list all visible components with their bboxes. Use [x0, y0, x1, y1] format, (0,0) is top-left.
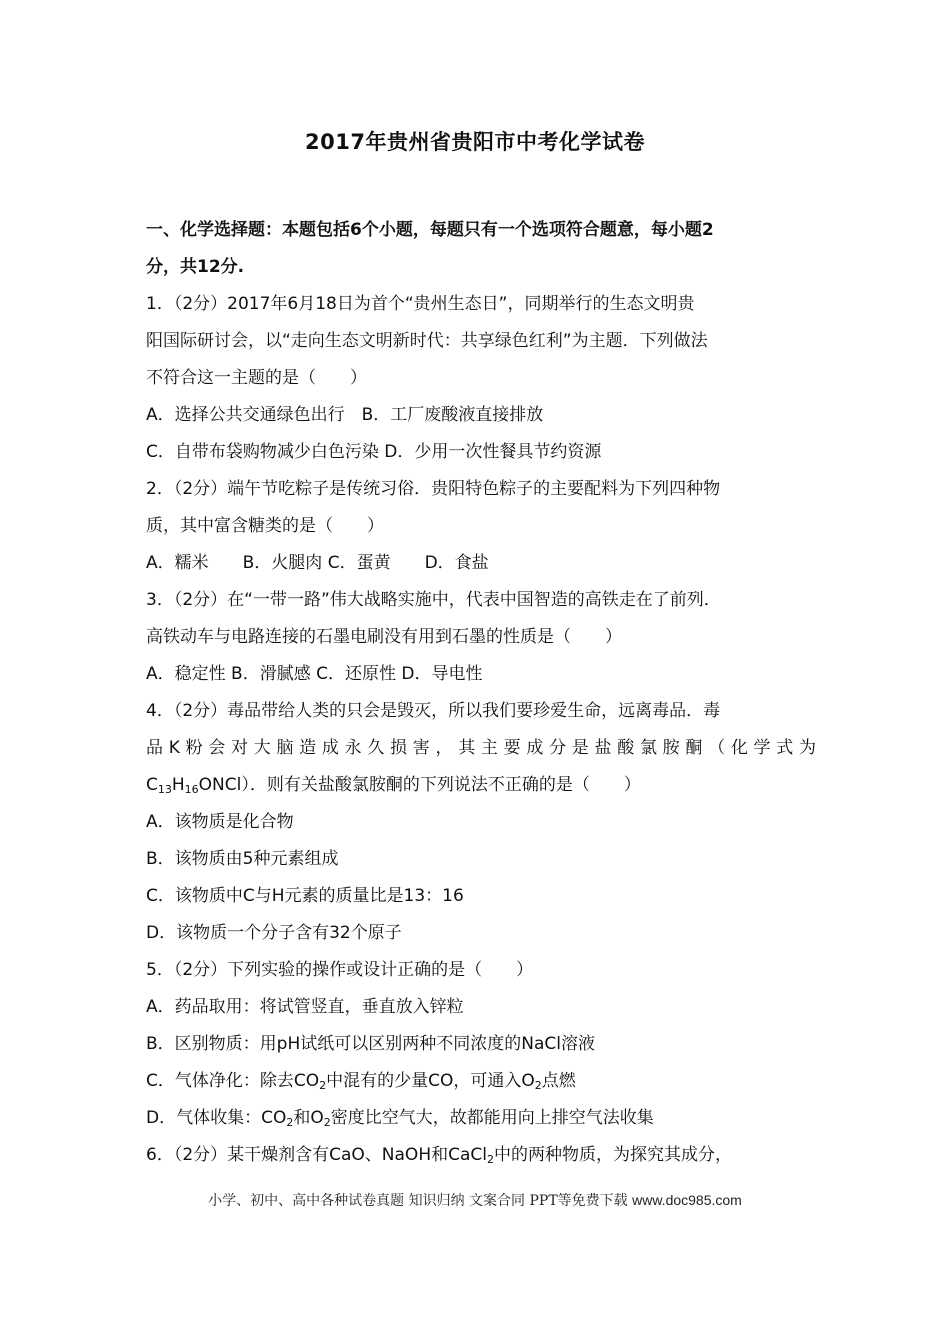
q5-option-c-part-1: C．气体净化：除去CO: [146, 1071, 320, 1091]
page-title: 2017年贵州省贵阳市中考化学试卷: [305, 130, 645, 154]
q4-stem-line-1: 4．（2分）毒品带给人类的只会是毁灭，所以我们要珍爱生命，远离毒品．毒: [146, 701, 721, 721]
q5-option-d-part-2: 和O: [293, 1108, 324, 1128]
q4-stem-line-2: 品K粉会对大脑造成永久损害，其主要成分是盐酸氯胺酮（化学式为: [146, 738, 816, 758]
formula-c: C: [146, 775, 158, 795]
q5-option-a: A．药品取用：将试管竖直，垂直放入锌粒: [146, 997, 464, 1017]
q4-option-b: B．该物质由5种元素组成: [146, 849, 339, 869]
q2-stem-line-2: 质，其中富含糖类的是（ ）: [146, 516, 384, 536]
exam-content: [146, 212, 816, 1174]
q5-option-b: B．区别物质：用pH试纸可以区别两种不同浓度的NaCl溶液: [146, 1034, 595, 1054]
q1-stem-line-2: 阳国际研讨会，以“走向生态文明新时代：共享绿色红利”为主题．下列做法: [146, 331, 708, 351]
footer-url: www.doc985.com: [632, 1192, 742, 1208]
q6-stem-part-2: 中的两种物质，为探究其成分，: [493, 1145, 732, 1165]
section-heading-line-2: 分，共12分.: [146, 257, 245, 277]
formula-sub-16: 16: [184, 783, 199, 796]
subscript: 2: [323, 1116, 331, 1129]
q3-stem-line-2: 高铁动车与电路连接的石墨电刷没有用到石墨的性质是（ ）: [146, 627, 622, 647]
q4-option-c: C．该物质中C与H元素的质量比是13：16: [146, 886, 464, 906]
q4-stem-line-3-text: ONCl）．则有关盐酸氯胺酮的下列说法不正确的是（ ）: [198, 775, 641, 795]
q5-option-d: [146, 1100, 816, 1137]
formula-h: H: [171, 775, 185, 795]
q6-stem-line-1: [146, 1137, 816, 1174]
q2-options: A．糯米 B．火腿肉 C．蛋黄 D．食盐: [146, 553, 489, 573]
q5-option-c-part-3: 点燃: [541, 1071, 576, 1091]
q3-options: A．稳定性 B．滑腻感 C．还原性 D．导电性: [146, 664, 483, 684]
formula-sub-13: 13: [157, 783, 172, 796]
q1-stem-line-1: 1．（2分）2017年6月18日为首个“贵州生态日”，同期举行的生态文明贵: [146, 294, 695, 314]
subscript: 2: [286, 1116, 294, 1129]
subscript: 2: [534, 1079, 542, 1092]
page-footer: [0, 1190, 950, 1210]
q5-stem-line-1: 5．（2分）下列实验的操作或设计正确的是（ ）: [146, 960, 534, 980]
q5-option-d-part-3: 密度比空气大，故都能用向上排空气法收集: [330, 1108, 654, 1128]
q4-option-d: D．该物质一个分子含有32个原子: [146, 923, 402, 943]
q5-option-d-part-1: D．气体收集：CO: [146, 1108, 287, 1128]
q1-options-ab: A．选择公共交通绿色出行 B．工厂废酸液直接排放: [146, 405, 544, 425]
q4-stem-line-3: [146, 767, 816, 804]
q4-option-a: A．该物质是化合物: [146, 812, 294, 832]
q5-option-c-part-2: 中混有的少量CO，可通入O: [326, 1071, 535, 1091]
q6-stem-part-1: 6．（2分）某干燥剂含有CaO、NaOH和CaCl: [146, 1145, 487, 1165]
q3-stem-line-1: 3．（2分）在“一带一路”伟大战略实施中，代表中国智造的高铁走在了前列．: [146, 590, 721, 610]
footer-text: 小学、初中、高中各种试卷真题 知识归纳 文案合同 PPT等免费下载: [208, 1193, 633, 1209]
section-heading-line-1: 一、化学选择题：本题包括6个小题，每题只有一个选项符合题意，每小题2: [146, 220, 714, 240]
subscript: 2: [486, 1153, 494, 1166]
q5-option-c: [146, 1063, 816, 1100]
q2-stem-line-1: 2．（2分）端午节吃粽子是传统习俗．贵阳特色粽子的主要配料为下列四种物: [146, 479, 721, 499]
q1-options-cd: C．自带布袋购物减少白色污染 D．少用一次性餐具节约资源: [146, 442, 602, 462]
q1-stem-line-3: 不符合这一主题的是（ ）: [146, 368, 367, 388]
subscript: 2: [319, 1079, 327, 1092]
